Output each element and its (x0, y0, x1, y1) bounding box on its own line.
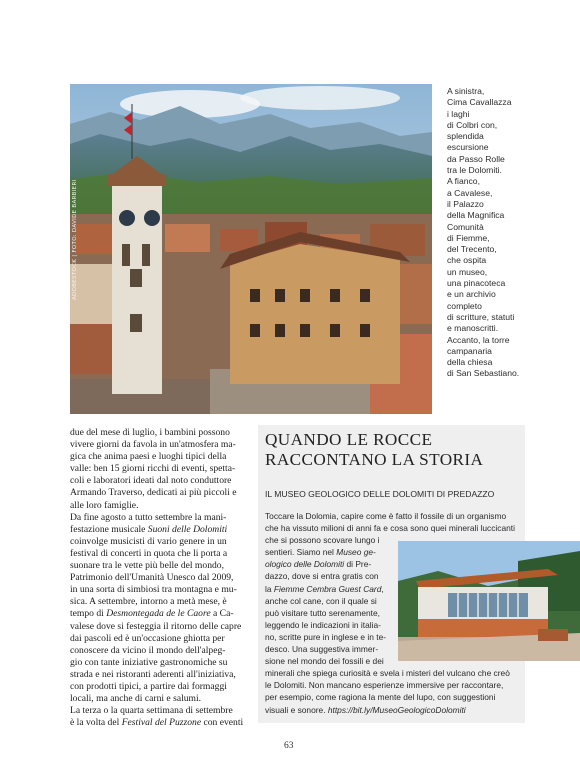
body-text: a Ca- (210, 608, 234, 620)
event-name: Suoni delle Dolomiti (147, 523, 228, 535)
box-line: minerali che spiega curiosità e svela i misteri del vulcano che creò (265, 668, 510, 679)
body-line: gica che anima paesi e luoghi tipici della (70, 451, 227, 463)
box-line: che si possono scovare lungo i (265, 535, 380, 546)
caption-line: A sinistra, (447, 86, 485, 96)
box-line: anche col cane, con il quale si (265, 595, 377, 606)
event-name: Desmontegada de le Caore (106, 608, 211, 620)
caption-line: Cima Cavallazza (447, 97, 512, 108)
body-line (70, 717, 250, 729)
body-text: è la volta del (70, 717, 122, 729)
caption-line: della chiesa (447, 357, 493, 368)
body-line: sica. A settembre, intorno a metà mese, è (70, 596, 227, 608)
caption-line: da Passo Rolle (447, 153, 505, 164)
body-line: Da fine agosto a tutto settembre la mani- (70, 511, 227, 523)
body-line: locali, ma anche di carni e salumi. (70, 693, 202, 705)
article-body (70, 427, 250, 729)
box-line: sione nel mondo dei fossili e dei (265, 656, 384, 667)
body-line: vivere giorni da favola in un'atmosfera ma- (70, 439, 236, 451)
box-text-span: la (265, 583, 274, 594)
main-photo (70, 84, 432, 414)
museum-name: ologico delle Dolomiti (265, 559, 345, 570)
caption-line: Comunità (447, 221, 484, 232)
museum-name: Museo ge- (336, 547, 376, 558)
box-text-span: visuali e sonore. (265, 704, 328, 715)
guest-card-name: Fiemme Cembra Guest Card (273, 583, 382, 594)
box-line: Toccare la Dolomia, capire come è fatto il fossile di un organismo (265, 511, 507, 521)
body-line: in una sorta di simbiosi tra montagna e mu- (70, 584, 237, 596)
body-text: con eventi (201, 717, 244, 729)
body-line: suonare tra le vette più belle del mondo, (70, 560, 224, 572)
caption-line: escursione (447, 142, 489, 153)
caption-line: a Cavalese, (447, 187, 493, 198)
box-line: dazzo, dove si entra gratis con (265, 571, 379, 582)
caption-line: splendida (447, 131, 484, 142)
caption-line: Accanto, la torre (447, 334, 510, 345)
caption-line: i laghi (447, 108, 470, 119)
box-line (265, 704, 523, 716)
caption-line: campanaria (447, 345, 492, 356)
body-line: coli e laboratori ideati dal noto conduttore (70, 475, 232, 487)
body-line (70, 524, 250, 536)
body-line: gio con tante iniziative gastronomiche su (70, 656, 228, 668)
box-subtitle: IL MUSEO GEOLOGICO DELLE DOLOMITI DI PREDAZZO (265, 489, 495, 499)
box-line: che ha vissuto milioni di anni fa e cosa sono quei minerali luccicanti (265, 523, 515, 534)
caption-line: di scritture, statuti (447, 311, 515, 322)
museum-photo (398, 541, 580, 661)
box-line: no, scritte pure in inglese e in te- (265, 631, 387, 642)
caption-line: una pinacoteca (447, 278, 506, 289)
body-line: strada e nei ristoranti aderenti all'iniziativa, (70, 668, 236, 680)
museum-link[interactable]: https://bit.ly/MuseoGeologicoDolomiti (327, 704, 466, 715)
caption-line: e un archivio (447, 289, 496, 300)
body-line: valle: ben 15 giorni ricchi di eventi, spetta- (70, 463, 236, 475)
body-line: La terza o la quarta settimana di settembre (70, 705, 233, 717)
body-line: coinvolge musicisti di vario genere in un (70, 535, 227, 547)
box-text-span: di Pre- (344, 559, 372, 570)
body-line: due del mese di luglio, i bambini possono (70, 427, 230, 438)
body-text: festazione musicale (70, 523, 148, 535)
page-number: 63 (284, 741, 294, 751)
caption-line: e manoscritti. (447, 323, 499, 334)
caption-line: un museo, (447, 266, 488, 277)
caption-line: completo (447, 300, 482, 311)
box-line: desco. Una suggestiva immer- (265, 644, 379, 655)
box-line: leggendo le indicazioni in italia- (265, 619, 381, 630)
body-line: dai pascoli ed è un'occasione ghiotta per (70, 632, 225, 644)
body-line (70, 608, 250, 620)
body-line: Armando Traverso, dedicati ai più piccoli e (70, 487, 237, 499)
caption-line: di Colbri con, (447, 119, 498, 130)
body-text: tempo di (70, 608, 107, 620)
body-line: con prodotti tipici, a partire dai formaggi (70, 680, 227, 692)
event-name: Festival del Puzzone (121, 717, 202, 729)
caption-line: di San Sebastiano. (447, 368, 520, 379)
caption-line: il Palazzo (447, 198, 484, 209)
caption-line: tra le Dolomiti. (447, 165, 502, 176)
body-line: valese dove si festeggia il ritorno delle capre (70, 620, 242, 632)
box-text-span: sentieri. Siamo nel (265, 547, 337, 558)
box-title (265, 430, 520, 470)
box-text-span: , (381, 583, 384, 594)
box-line: può visitare tutto serenamente, (265, 607, 380, 618)
body-line: festival di concerti in quota che li porta a (70, 547, 228, 559)
caption-line: A fianco, (447, 176, 480, 187)
box-title-line: QUANDO LE ROCCE (265, 430, 433, 449)
body-line: Patrimonio dell'Umanità Unesco dal 2009, (70, 572, 234, 584)
body-line: alle loro famiglie. (70, 499, 139, 511)
box-line: per esempio, come ragiona la mente del lupo, con suggestioni (265, 692, 496, 703)
caption-line: del Trecento, (447, 244, 497, 255)
photo-caption (447, 86, 557, 380)
caption-line: che ospita (447, 255, 487, 266)
caption-line: di Fiemme, (447, 232, 490, 243)
body-line: conoscere da vicino il mondo dell'alpeg- (70, 644, 226, 656)
box-title-line: RACCONTANO LA STORIA (265, 450, 484, 469)
box-line: le Dolomiti. Non mancano esperienze immersive per raccontare, (265, 680, 504, 691)
photo-credit: ADOBESTOCK | FOTO: DAVIDE BARBIERI (72, 179, 78, 300)
caption-line: della Magnifica (447, 210, 505, 221)
